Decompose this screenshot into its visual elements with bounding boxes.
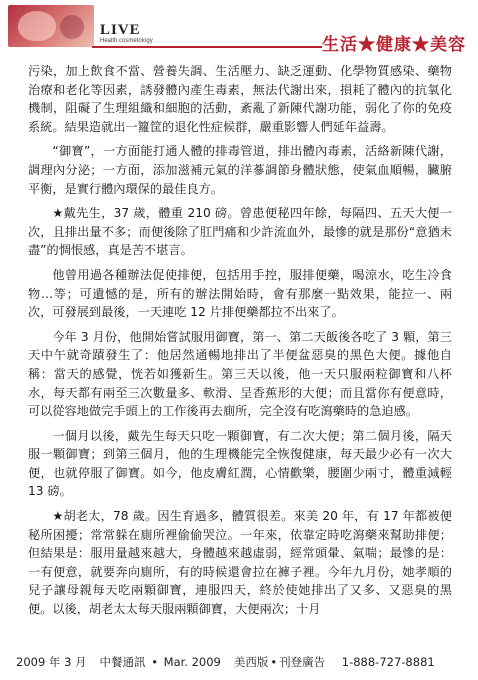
footer-date-en: Mar. 2009 — [163, 655, 221, 669]
article-body — [28, 62, 452, 625]
footer-phone: 1-888-727-8881 — [341, 655, 435, 669]
header-divider — [92, 46, 322, 48]
page-header — [0, 0, 478, 54]
article-paragraph: 污染，加上飲食不當、營養失調、生活壓力、缺乏運動、化學物質感染、藥物治療和老化等因素，誘發體內產生毒素，無法代謝出來，損耗了體內的抗氧化機制，阻礙了生理組織和細胞的活動，紊亂了新陳代謝功能，弱化了你的免疫系統。結果造就出一籮筐的退化性症候群，嚴重影響人們延年益壽。 — [28, 64, 452, 134]
footer-edition: 美西版 — [233, 655, 269, 669]
footer-date-cn: 2009 年 3 月 — [16, 655, 87, 669]
section-title: 生活★健康★美容 — [322, 35, 466, 55]
footer-publication: 中餐通訊 — [99, 655, 146, 669]
footer-section: 刊登廣告 — [279, 655, 326, 669]
article-paragraph: ★戴先生，37 歲，體重 210 磅。曾患便秘四年餘，每隔四、五天大便一次，且排出量不多；而便後除了肛門痛和少許流血外，最慘的就是那份“意猶未盡”的惆悵感，真是苦不堪言。 — [28, 206, 452, 258]
magazine-logo-image — [8, 5, 94, 47]
article-paragraph: ★胡老太，78 歲。因生育過多，體質很差。來美 20 年，有 17 年都被便秘所困擾；常常躲在廁所裡偷偷哭泣。一年來，依靠定時吃瀉藥來幫助排便；但結果是：服用量越來越大，身體越來越虛弱，經常頭暈、氣喘；最慘的是：一有便意，就要奔向廁所，有的時候還會拉在褲子裡。今年九月份，她孝順的兒子讓母親每天吃兩顆御寶，連服四天，終於使她排出了又多、又惡臭的黑便。以後，胡老太太每天服兩顆御寶，大便兩次；十月 — [28, 509, 452, 617]
article-paragraph: 今年 3 月份，他開始嘗試服用御寶，第一、第二天飯後各吃了 3 顆，第三天中午就奇蹟發生了：他居然通暢地排出了半便盆惡臭的黑色大便。據他自稱：當天的感覺，恍若如獲新生。第三天以後，他一天只服兩粒御寶和八杯水，每天都有兩至三次數量多、軟滑、呈香蕉形的大便；而且當你有便意時，可以從容地做完手頭上的工作後再去廁所，完全沒有吃瀉藥時的急迫感。 — [28, 329, 452, 419]
footer-separator: • — [270, 655, 278, 669]
article-paragraph: 一個月以後，戴先生每天只吃一顆御寶，有二次大便；第二個月後，隔天服一顆御寶；到第三個月，他的生理機能完全恢復健康，每天最少必有一次大便，也就停服了御寶。如今，他皮膚紅潤，心情歡樂，腰圍少兩寸，體重減輕 13 磅。 — [28, 428, 452, 499]
article-paragraph: 他曾用過各種辦法促使排便，包括用手控，服排便藥，喝涼水，吃生冷食物…等；可遺憾的是，所有的辦法開始時，會有那麼一點效果，能拉一、兩次，可發展到最後，一天連吃 12 片排便藥都拉不出來了。 — [28, 267, 452, 320]
brand-name: LIVE — [100, 22, 141, 38]
article-paragraph: “御寶”，一方面能打通人體的排毒管道，排出體內毒素，活絡新陳代謝，調理內分泌；一方面，添加滋補元氣的洋蔘調節身體狀態，使氣血順暢，臟腑平衡，是實行體內環保的最佳良方。 — [28, 144, 452, 196]
brand-subtitle: Health cosmetology — [100, 38, 153, 44]
footer-separator: • — [151, 655, 158, 669]
page-footer — [16, 654, 466, 672]
